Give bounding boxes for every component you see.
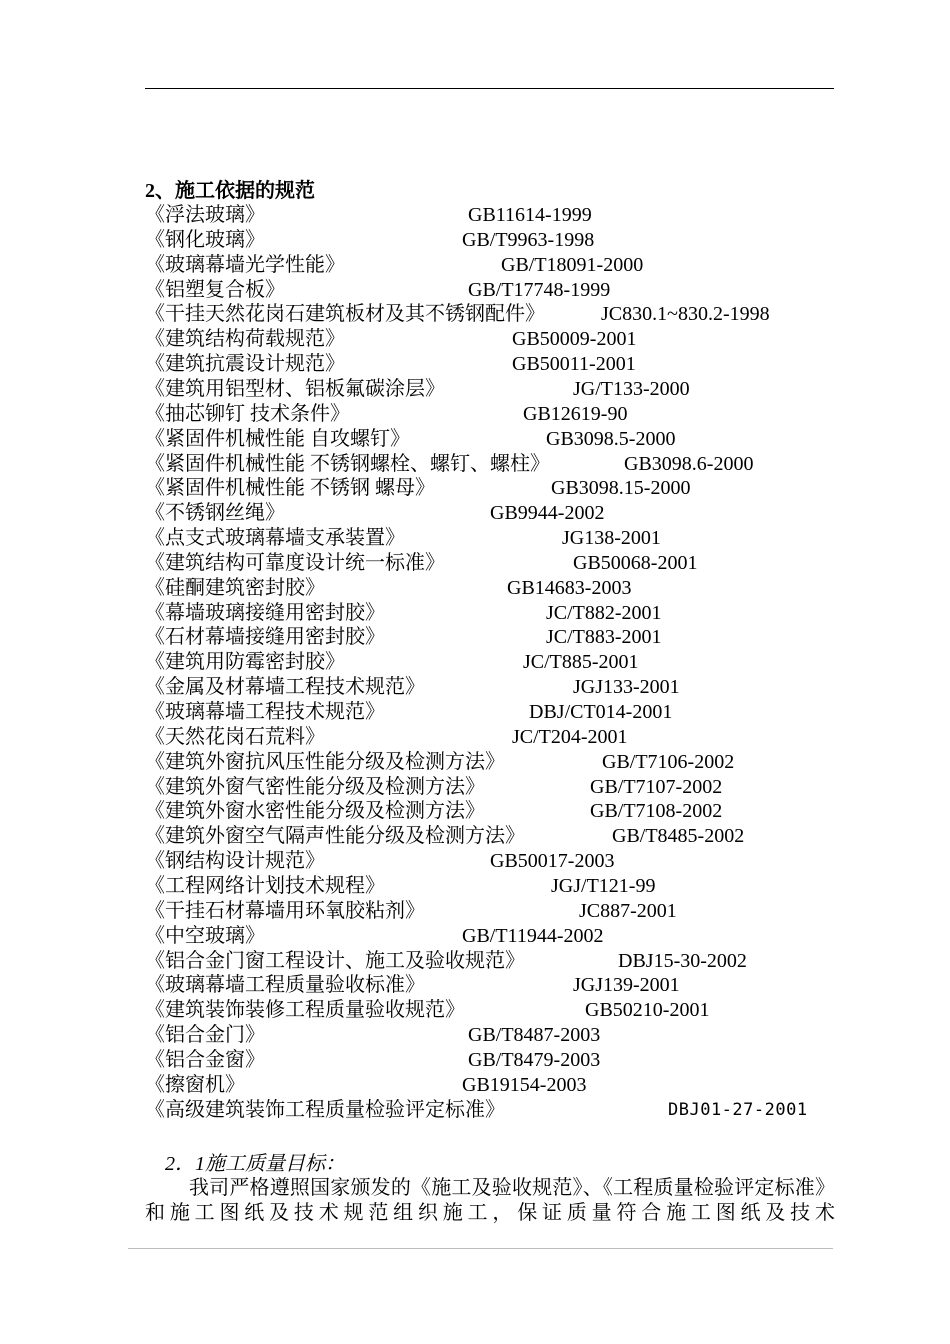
standard-name: 《铝合金门窗工程设计、施工及验收规范》	[145, 949, 525, 972]
section-heading: 2、施工依据的规范	[145, 180, 315, 202]
standard-code: JGJ139-2001	[573, 974, 680, 997]
standard-name: 《中空玻璃》	[145, 924, 265, 947]
standard-name: 《钢结构设计规范》	[145, 850, 325, 873]
standard-name: 《建筑外窗空气隔声性能分级及检测方法》	[145, 825, 525, 848]
quality-paragraph: 我司严格遵照国家颁发的《施工及验收规范》、《工程质量检验评定标准》和施工图纸及技术规范组织施工，保证质量符合施工图纸及技术	[145, 1177, 835, 1224]
standard-name: 《建筑抗震设计规范》	[145, 353, 345, 376]
standard-name: 《建筑装饰装修工程质量验收规范》	[145, 999, 465, 1022]
standard-name: 《石材幕墙接缝用密封胶》	[145, 626, 385, 649]
standard-code: GB50210-2001	[585, 999, 710, 1022]
standard-name: 《不锈钢丝绳》	[145, 502, 285, 525]
standard-code: DBJ15-30-2002	[618, 949, 747, 972]
standard-code: GB/T18091-2000	[501, 253, 644, 276]
standard-code: GB/T7107-2002	[590, 775, 723, 798]
standard-code: JC/T882-2001	[546, 601, 662, 624]
standard-code: JG/T133-2000	[573, 377, 690, 400]
standard-code: GB50017-2003	[490, 850, 615, 873]
standard-name: 《铝合金门》	[145, 1024, 265, 1047]
standard-name: 《建筑用防霉密封胶》	[145, 651, 345, 674]
standard-code: DBJ/CT014-2001	[529, 701, 673, 723]
standard-code: GB12619-90	[523, 402, 628, 425]
standard-code: GB19154-2003	[462, 1073, 587, 1096]
standard-code: JG138-2001	[562, 527, 661, 550]
standard-code: JGJ/T121-99	[551, 874, 656, 897]
standard-name: 《点支式玻璃幕墙支承装置》	[145, 527, 405, 550]
standard-name: 《铝合金窗》	[145, 1048, 265, 1071]
standard-code: GB/T8487-2003	[468, 1024, 601, 1047]
standard-code: JC/T885-2001	[523, 651, 639, 674]
standard-code: JC/T204-2001	[512, 725, 628, 748]
footer-rule	[128, 1248, 833, 1249]
standard-name: 《紧固件机械性能 自攻螺钉》	[145, 427, 410, 450]
standard-code: GB/T17748-1999	[468, 278, 611, 301]
standard-code: GB50068-2001	[573, 551, 698, 574]
quality-subheading: 2．1施工质量目标：	[165, 1153, 345, 1175]
standard-name: 《擦窗机》	[145, 1073, 245, 1096]
standard-code: GB50009-2001	[512, 328, 637, 351]
standard-code: GB/T8479-2003	[468, 1048, 601, 1071]
standard-code: GB/T9963-1998	[462, 228, 595, 251]
standard-code: GB/T11944-2002	[462, 924, 604, 947]
standard-name: 《硅酮建筑密封胶》	[145, 576, 325, 599]
standard-code: GB11614-1999	[468, 204, 592, 226]
standard-name: 《工程网络计划技术规程》	[145, 874, 385, 897]
standard-code: GB/T7108-2002	[590, 800, 723, 823]
standard-code: GB3098.15-2000	[551, 477, 691, 500]
standard-code: JGJ133-2001	[573, 676, 680, 699]
standard-code: DBJ01-27-2001	[668, 1099, 808, 1120]
standard-code: JC887-2001	[579, 899, 677, 922]
standard-name: 《紧固件机械性能 不锈钢 螺母》	[145, 477, 435, 500]
standard-name: 《高级建筑装饰工程质量检验评定标准》	[145, 1098, 505, 1121]
standard-code: GB50011-2001	[512, 353, 636, 376]
standard-name: 《干挂天然花岗石建筑板材及其不锈钢配件》	[145, 303, 545, 326]
standard-name: 《浮法玻璃》	[145, 204, 265, 226]
standard-name: 《干挂石材幕墙用环氧胶粘剂》	[145, 899, 425, 922]
standard-code: GB3098.6-2000	[624, 452, 754, 475]
standard-name: 《金属及材幕墙工程技术规范》	[145, 676, 425, 699]
standard-name: 《抽芯铆钉 技术条件》	[145, 402, 350, 425]
header-rule	[145, 88, 834, 89]
standard-name: 《玻璃幕墙工程质量验收标准》	[145, 974, 425, 997]
standard-name: 《玻璃幕墙工程技术规范》	[145, 701, 385, 723]
standard-code: GB/T7106-2002	[602, 750, 735, 773]
standard-name: 《钢化玻璃》	[145, 228, 265, 251]
standard-code: GB14683-2003	[507, 576, 632, 599]
standard-name: 《铝塑复合板》	[145, 278, 285, 301]
standard-name: 《建筑结构可靠度设计统一标准》	[145, 551, 445, 574]
standard-code: GB9944-2002	[490, 502, 605, 525]
standard-name: 《建筑用铝型材、铝板氟碳涂层》	[145, 377, 445, 400]
standard-code: GB/T8485-2002	[612, 825, 745, 848]
standard-name: 《玻璃幕墙光学性能》	[145, 253, 345, 276]
standard-name: 《建筑外窗气密性能分级及检测方法》	[145, 775, 485, 798]
standard-code: GB3098.5-2000	[546, 427, 676, 450]
standard-code: JC/T883-2001	[546, 626, 662, 649]
standard-code: JC830.1~830.2-1998	[601, 303, 770, 326]
standard-name: 《幕墙玻璃接缝用密封胶》	[145, 601, 385, 624]
standard-name: 《建筑外窗水密性能分级及检测方法》	[145, 800, 485, 823]
standard-name: 《紧固件机械性能 不锈钢螺栓、螺钉、螺柱》	[145, 452, 550, 475]
standard-name: 《建筑外窗抗风压性能分级及检测方法》	[145, 750, 505, 773]
standard-name: 《建筑结构荷载规范》	[145, 328, 345, 351]
standard-name: 《天然花岗石荒料》	[145, 725, 325, 748]
